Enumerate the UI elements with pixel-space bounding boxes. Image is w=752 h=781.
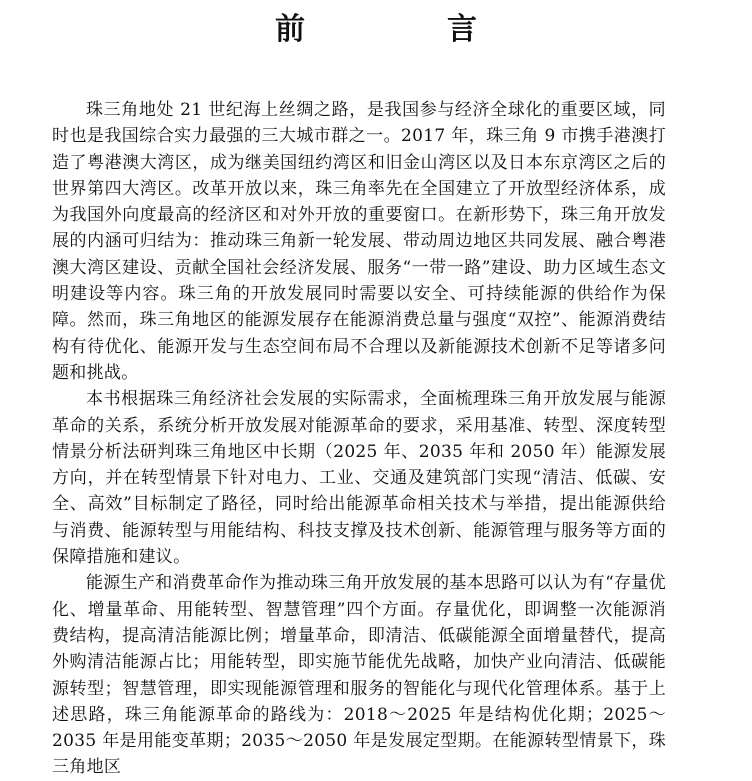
body-text [52,97,666,781]
paragraph-2: 本书根据珠三角经济社会发展的实际需求，全面梳理珠三角开放发展与能源革命的关系，系统分析开放发展对能源革命的要求，采用基准、转型、深度转型情景分析法研判珠三角地区中长期（2025 年、2035 年和 2050 年）能源发展方向，并在转型情景下针对电力、工业、交通及建筑部门实现“清洁、低碳、安全、高效”目标制定了路径，同时给出能源革命相关技术与举措，提出能源供给与消费、能源转型与用能结构、科技支撑及技术创新、能源管理与服务等方面的保障措施和建议。 [52,389,666,568]
paragraph-3: 能源生产和消费革命作为推动珠三角开放发展的基本思路可以认为有“存量优化、增量革命、用能转型、智慧管理”四个方面。存量优化，即调整一次能源消费结构，提高清洁能源比例；增量革命，即清洁、低碳能源全面增量替代，提高外购清洁能源占比；用能转型，即实施节能优先战略，加快产业向清洁、低碳能源转型；智慧管理，即实现能源管理和服务的智能化与现代化管理体系。基于上述思路，珠三角能源革命的路线为：2018～2025 年是结构优化期；2025～2035 年是用能变革期；2035～2050 年是发展定型期。在能源转型情景下，珠三角地区 [52,573,666,778]
page-title: 前 言 [275,12,533,47]
paragraph-1: 珠三角地处 21 世纪海上丝绸之路，是我国参与经济全球化的重要区域，同时也是我国综合实力最强的三大城市群之一。2017 年，珠三角 9 市携手港澳打造了粤港澳大湾区，成为继美国纽约湾区和旧金山湾区以及日本东京湾区之后的世界第四大湾区。改革开放以来，珠三角率先在全国建立了开放型经济体系，成为我国外向度最高的经济区和对外开放的重要窗口。在新形势下，珠三角开放发展的内涵可归结为：推动珠三角新一轮发展、带动周边地区共同发展、融合粤港澳大湾区建设、贡献全国社会经济发展、服务“一带一路”建设、助力区域生态文明建设等内容。珠三角的开放发展同时需要以安全、可持续能源的供给作为保障。然而，珠三角地区的能源发展存在能源消费总量与强度“双控”、能源消费结构有待优化、能源开发与生态空间布局不合理以及新能源技术创新不足等诸多问题和挑战。 [52,100,666,383]
